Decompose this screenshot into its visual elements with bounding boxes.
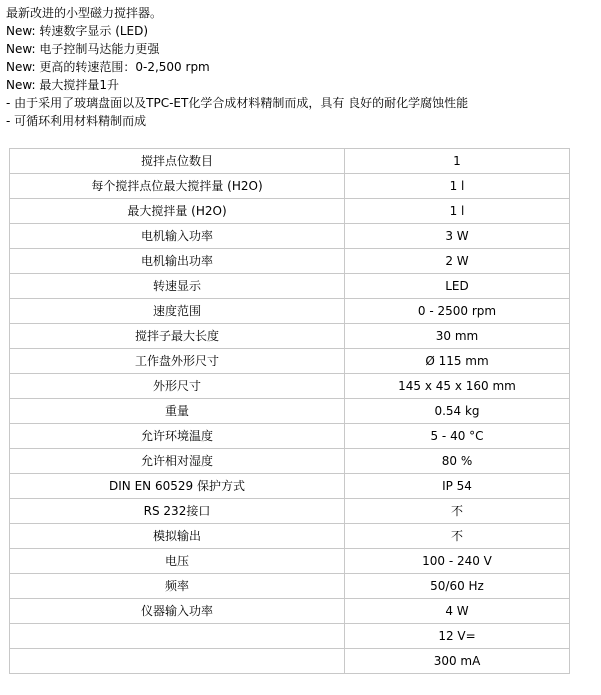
table-row <box>10 474 570 499</box>
table-row <box>10 224 570 249</box>
spec-label: 搅拌子最大长度 <box>10 324 345 349</box>
spec-value: 5 - 40 °C <box>345 424 570 449</box>
table-row <box>10 374 570 399</box>
intro-note-material: - 由于采用了玻璃盘面以及TPC-ET化学合成材料精制而成，具有 良好的耐化学腐蚀性能 <box>6 96 469 110</box>
spec-label: 速度范围 <box>10 299 345 324</box>
spec-label: 频率 <box>10 574 345 599</box>
table-row <box>10 549 570 574</box>
spec-label: 仪器输入功率 <box>10 599 345 624</box>
spec-value: 0 - 2500 rpm <box>345 299 570 324</box>
spec-value: Ø 115 mm <box>345 349 570 374</box>
intro-feature-motor: New: 电子控制马达能力更强 <box>6 42 160 56</box>
spec-value: 不 <box>345 499 570 524</box>
spec-value: 100 - 240 V <box>345 549 570 574</box>
spec-value: 80 % <box>345 449 570 474</box>
table-row <box>10 524 570 549</box>
spec-label: 模拟输出 <box>10 524 345 549</box>
spec-value: LED <box>345 274 570 299</box>
spec-label: 搅拌点位数目 <box>10 149 345 174</box>
intro-feature-led: New: 转速数字显示 (LED) <box>6 24 149 38</box>
spec-label: 转速显示 <box>10 274 345 299</box>
spec-label: 电压 <box>10 549 345 574</box>
spec-value: 12 V= <box>345 624 570 649</box>
spec-label: 电机输出功率 <box>10 249 345 274</box>
spec-value: 1 l <box>345 199 570 224</box>
spec-value: 300 mA <box>345 649 570 674</box>
spec-label: 每个搅拌点位最大搅拌量 (H2O) <box>10 174 345 199</box>
spec-label <box>10 624 345 649</box>
spec-label: 工作盘外形尺寸 <box>10 349 345 374</box>
spec-label: 允许相对湿度 <box>10 449 345 474</box>
spec-value: 1 l <box>345 174 570 199</box>
spec-label: 最大搅拌量 (H2O) <box>10 199 345 224</box>
table-row <box>10 624 570 649</box>
table-row <box>10 399 570 424</box>
spec-table <box>9 148 570 674</box>
spec-label: 外形尺寸 <box>10 374 345 399</box>
spec-value: 30 mm <box>345 324 570 349</box>
spec-label <box>10 649 345 674</box>
intro-note-recyclable: - 可循环利用材料精制而成 <box>6 114 147 128</box>
product-intro <box>6 4 596 130</box>
spec-value: 3 W <box>345 224 570 249</box>
spec-label: 电机输入功率 <box>10 224 345 249</box>
spec-label: RS 232接口 <box>10 499 345 524</box>
table-row <box>10 249 570 274</box>
spec-value: 0.54 kg <box>345 399 570 424</box>
table-row <box>10 299 570 324</box>
spec-value: 不 <box>345 524 570 549</box>
table-row <box>10 424 570 449</box>
table-row <box>10 649 570 674</box>
intro-feature-volume: New: 最大搅拌量1升 <box>6 78 120 92</box>
table-row <box>10 599 570 624</box>
table-row <box>10 574 570 599</box>
table-row <box>10 449 570 474</box>
intro-headline: 最新改进的小型磁力搅拌器。 <box>6 6 163 20</box>
spec-value: 50/60 Hz <box>345 574 570 599</box>
spec-value: 4 W <box>345 599 570 624</box>
spec-value: IP 54 <box>345 474 570 499</box>
table-row <box>10 199 570 224</box>
table-row <box>10 274 570 299</box>
table-row <box>10 174 570 199</box>
spec-value: 2 W <box>345 249 570 274</box>
spec-label: 允许环境温度 <box>10 424 345 449</box>
intro-feature-speed: New: 更高的转速范围：0-2,500 rpm <box>6 60 210 74</box>
spec-value: 145 x 45 x 160 mm <box>345 374 570 399</box>
spec-label: DIN EN 60529 保护方式 <box>10 474 345 499</box>
table-row <box>10 149 570 174</box>
table-row <box>10 349 570 374</box>
spec-value: 1 <box>345 149 570 174</box>
table-row <box>10 499 570 524</box>
spec-label: 重量 <box>10 399 345 424</box>
table-row <box>10 324 570 349</box>
